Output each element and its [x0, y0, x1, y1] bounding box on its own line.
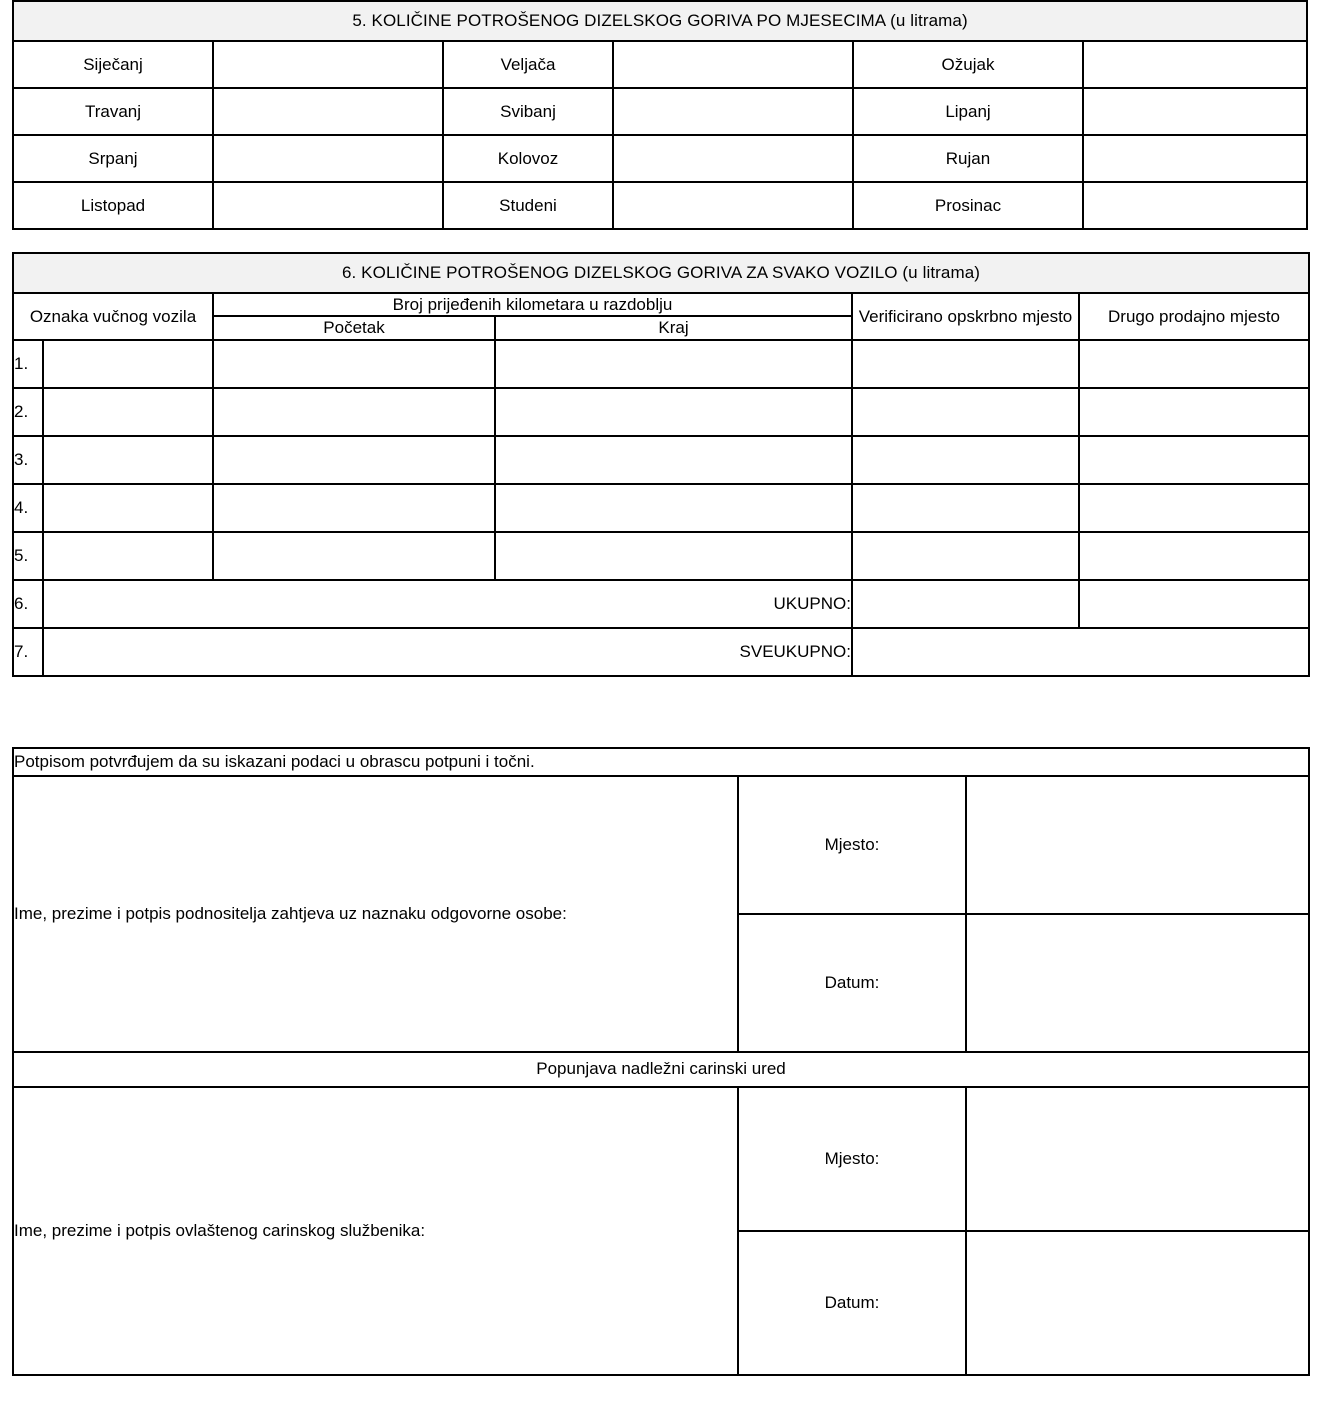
row-number-3: 3.	[13, 436, 43, 484]
place-label: Mjesto:	[738, 776, 966, 914]
grand-total-label: SVEUKUPNO:	[43, 628, 852, 676]
other-point-input-2[interactable]	[1079, 388, 1309, 436]
month-label-srpanj: Srpanj	[13, 135, 213, 182]
km-start-input-3[interactable]	[213, 436, 495, 484]
month-value-rujan[interactable]	[1083, 135, 1307, 182]
month-label-svibanj: Svibanj	[443, 88, 613, 135]
vehicle-mark-input-2[interactable]	[43, 388, 213, 436]
verified-supply-input-3[interactable]	[852, 436, 1079, 484]
verified-supply-input-5[interactable]	[852, 532, 1079, 580]
section-6-title: 6. KOLIČINE POTROŠENOG DIZELSKOG GORIVA ZA SVAKO VOZILO (u litrama)	[13, 253, 1309, 293]
month-label-travanj: Travanj	[13, 88, 213, 135]
vehicle-mark-input-4[interactable]	[43, 484, 213, 532]
officer-date-input[interactable]	[966, 1231, 1309, 1375]
statement-row	[13, 748, 1309, 776]
date-input[interactable]	[966, 914, 1309, 1052]
month-label-kolovoz: Kolovoz	[443, 135, 613, 182]
table-row	[13, 340, 1309, 388]
header-km-start: Početak	[213, 316, 495, 339]
km-end-input-5[interactable]	[495, 532, 852, 580]
other-point-input-4[interactable]	[1079, 484, 1309, 532]
month-label-prosinac: Prosinac	[853, 182, 1083, 229]
spacer	[0, 230, 1322, 252]
verified-supply-input-2[interactable]	[852, 388, 1079, 436]
officer-place-label: Mjesto:	[738, 1087, 966, 1231]
month-value-studeni[interactable]	[613, 182, 853, 229]
officer-label: Ime, prezime i potpis ovlaštenog carinskog službenika:	[14, 1220, 426, 1240]
row-number-4: 4.	[13, 484, 43, 532]
km-start-input-4[interactable]	[213, 484, 495, 532]
month-label-listopad: Listopad	[13, 182, 213, 229]
month-label-ozujak: Ožujak	[853, 41, 1083, 88]
section-5-title: 5. KOLIČINE POTROŠENOG DIZELSKOG GORIVA PO MJESECIMA (u litrama)	[13, 1, 1307, 41]
header-other-sales-point: Drugo prodajno mjesto	[1079, 293, 1309, 340]
section-6-table	[12, 252, 1310, 677]
table-row	[13, 135, 1307, 182]
verified-supply-input-4[interactable]	[852, 484, 1079, 532]
km-end-input-1[interactable]	[495, 340, 852, 388]
signature-table	[12, 747, 1310, 1376]
other-point-input-5[interactable]	[1079, 532, 1309, 580]
month-value-listopad[interactable]	[213, 182, 443, 229]
officer-row	[13, 1087, 1309, 1231]
date-label: Datum:	[738, 914, 966, 1052]
month-label-lipanj: Lipanj	[853, 88, 1083, 135]
month-label-sijecanj: Siječanj	[13, 41, 213, 88]
table-row	[13, 182, 1307, 229]
month-label-veljaca: Veljača	[443, 41, 613, 88]
month-value-svibanj[interactable]	[613, 88, 853, 135]
other-point-input-3[interactable]	[1079, 436, 1309, 484]
month-value-lipanj[interactable]	[1083, 88, 1307, 135]
km-start-input-5[interactable]	[213, 532, 495, 580]
officer-signature-field[interactable]	[13, 1087, 738, 1375]
table-row	[13, 484, 1309, 532]
table-row	[13, 88, 1307, 135]
applicant-label: Ime, prezime i potpis podnositelja zahtjeva uz naznaku odgovorne osobe:	[14, 903, 567, 923]
table-row	[13, 532, 1309, 580]
table-row	[13, 41, 1307, 88]
total-row	[13, 580, 1309, 628]
month-value-srpanj[interactable]	[213, 135, 443, 182]
month-value-prosinac[interactable]	[1083, 182, 1307, 229]
place-input[interactable]	[966, 776, 1309, 914]
customs-office-header: Popunjava nadležni carinski ured	[13, 1052, 1309, 1087]
vehicle-mark-input-1[interactable]	[43, 340, 213, 388]
grand-total-value-input[interactable]	[852, 628, 1309, 676]
section-6-title-row	[13, 253, 1309, 293]
header-km-end: Kraj	[495, 316, 852, 339]
month-label-studeni: Studeni	[443, 182, 613, 229]
table-row	[13, 388, 1309, 436]
table-row	[13, 436, 1309, 484]
km-start-input-1[interactable]	[213, 340, 495, 388]
officer-date-label: Datum:	[738, 1231, 966, 1375]
total-other-input[interactable]	[1079, 580, 1309, 628]
row-number-6: 6.	[13, 580, 43, 628]
total-value-input[interactable]	[852, 580, 1079, 628]
total-label: UKUPNO:	[43, 580, 852, 628]
header-verified-supply-point: Verificirano opskrbno mjesto	[852, 293, 1079, 340]
month-value-veljaca[interactable]	[613, 41, 853, 88]
vehicle-mark-input-3[interactable]	[43, 436, 213, 484]
grand-total-row	[13, 628, 1309, 676]
spacer	[0, 677, 1322, 747]
vehicle-mark-input-5[interactable]	[43, 532, 213, 580]
section-6-header-row-1	[13, 293, 1309, 316]
month-value-ozujak[interactable]	[1083, 41, 1307, 88]
month-label-rujan: Rujan	[853, 135, 1083, 182]
customs-header-row	[13, 1052, 1309, 1087]
row-number-2: 2.	[13, 388, 43, 436]
verified-supply-input-1[interactable]	[852, 340, 1079, 388]
row-number-7: 7.	[13, 628, 43, 676]
header-vehicle-mark: Oznaka vučnog vozila	[13, 293, 213, 340]
applicant-signature-field[interactable]	[13, 776, 738, 1052]
km-start-input-2[interactable]	[213, 388, 495, 436]
km-end-input-3[interactable]	[495, 436, 852, 484]
km-end-input-2[interactable]	[495, 388, 852, 436]
section-5-title-row	[13, 1, 1307, 41]
statement-text: Potpisom potvrđujem da su iskazani podaci u obrascu potpuni i točni.	[13, 748, 1309, 776]
other-point-input-1[interactable]	[1079, 340, 1309, 388]
month-value-kolovoz[interactable]	[613, 135, 853, 182]
month-value-sijecanj[interactable]	[213, 41, 443, 88]
row-number-5: 5.	[13, 532, 43, 580]
section-5-table	[12, 0, 1308, 230]
km-end-input-4[interactable]	[495, 484, 852, 532]
officer-place-input[interactable]	[966, 1087, 1309, 1231]
row-number-1: 1.	[13, 340, 43, 388]
month-value-travanj[interactable]	[213, 88, 443, 135]
applicant-row	[13, 776, 1309, 914]
header-km-group: Broj prijeđenih kilometara u razdoblju	[213, 293, 852, 316]
